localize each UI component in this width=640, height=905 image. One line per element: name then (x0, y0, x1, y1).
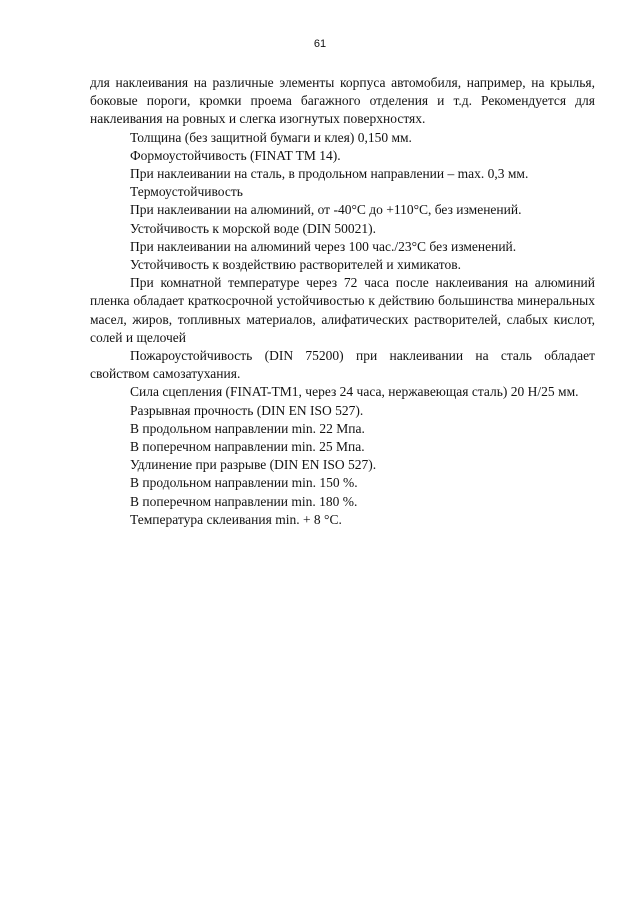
paragraph-bonding-temperature: Температура склеивания min. + 8 °C. (130, 511, 342, 527)
paragraph-heat-resistance: Термоустойчивость (130, 184, 243, 200)
document-body (90, 74, 595, 529)
paragraph-aluminium-100h: При наклеивании на алюминий через 100 час./23°C без изменений. (130, 238, 517, 254)
paragraph-elongation-transverse: В поперечном направлении min. 180 %. (130, 493, 358, 509)
paragraph-room-temperature: При комнатной температуре через 72 часа после наклеивания на алюминий пленка обладает краткосрочной устойчивостью к действию большинства минеральных масел, жиров, топливных материалов, алифатических растворителей, слабых кислот, солей и щелочей (90, 275, 595, 345)
paragraph-intro: для наклеивания на различные элементы корпуса автомобиля, например, на крылья, боковые пороги, кромки проема багажного отделения и т.д. Рекомендуется для наклеивания на ровных и слегка изогнутых поверхностях. (90, 75, 595, 127)
paragraph-tensile-longitudinal: В продольном направлении min. 22 Мпа. (130, 420, 365, 436)
paragraph-seawater-resistance: Устойчивость к морской воде (DIN 50021). (130, 220, 376, 236)
page-number: 61 (313, 38, 327, 50)
paragraph-elongation: Удлинение при разрыве (DIN EN ISO 527). (130, 457, 377, 473)
paragraph-adhesion-strength: Сила сцепления (FINAT-TM1, через 24 часа, нержавеющая сталь) 20 Н/25 мм. (130, 384, 579, 400)
paragraph-elongation-longitudinal: В продольном направлении min. 150 %. (130, 475, 358, 491)
paragraph-thickness: Толщина (без защитной бумаги и клея) 0,150 мм. (130, 129, 412, 145)
paragraph-solvent-resistance: Устойчивость к воздействию растворителей и химикатов. (130, 257, 461, 273)
paragraph-aluminium-temperature: При наклеивании на алюминий, от -40°C до +110°C, без изменений. (130, 202, 522, 218)
paragraph-tensile-transverse: В поперечном направлении min. 25 Мпа. (130, 439, 365, 455)
paragraph-steel-shrinkage: При наклеивании на сталь, в продольном направлении – max. 0,3 мм. (130, 166, 529, 182)
paragraph-fire-resistance: Пожароустойчивость (DIN 75200) при наклеивании на сталь обладает свойством самозатухания. (90, 348, 595, 382)
paragraph-form-stability: Формоустойчивость (FINAT TM 14). (130, 147, 341, 163)
paragraph-tensile-strength: Разрывная прочность (DIN EN ISO 527). (130, 402, 364, 418)
